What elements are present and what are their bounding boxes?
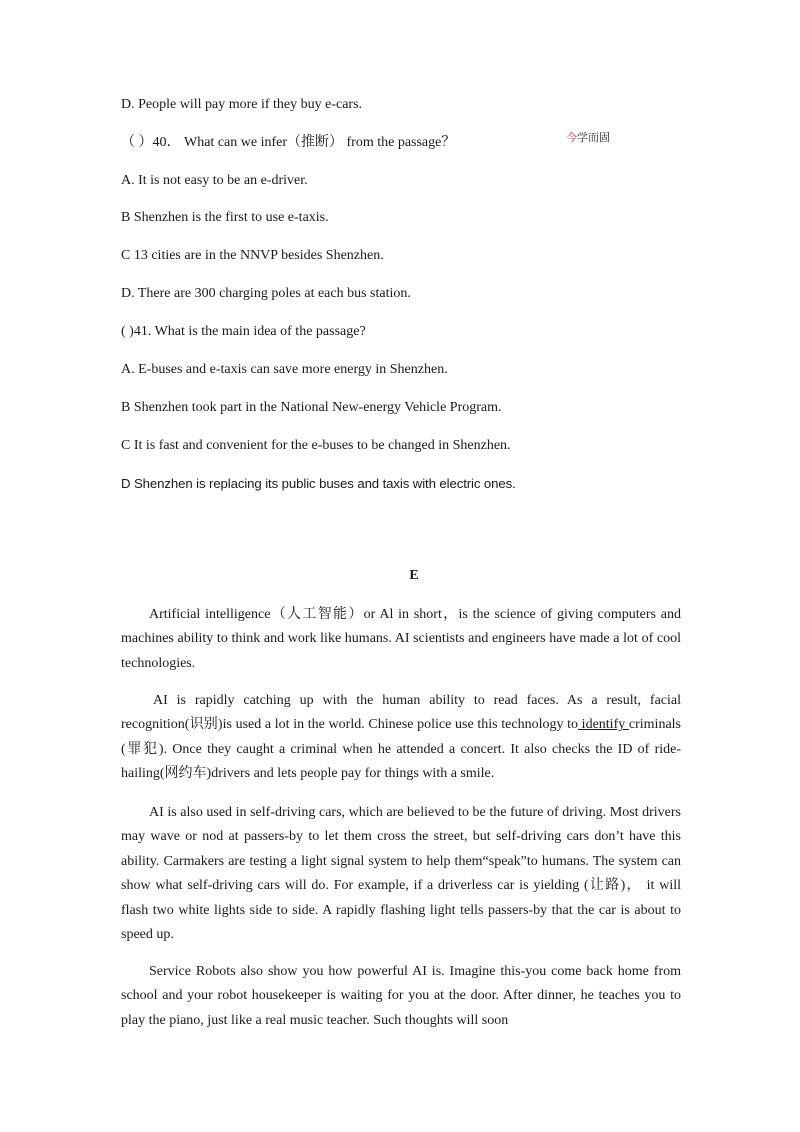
- passage-paragraph-3: [121, 801, 681, 947]
- underlined-word-identify: identify: [578, 717, 629, 733]
- section-title: E: [409, 568, 419, 583]
- q40-option-d: D. There are 300 charging poles at each bus station.: [121, 286, 411, 301]
- q40-stem: （ ）40． What can we infer（推断） from the passage？: [121, 135, 456, 150]
- passage-paragraph-4-text: Service Robots also show you how powerful AI is. Imagine this-you come back home from school and your robot housekeeper is waiting for you at the door. After dinner, he teaches you to play the piano, just like a real music teacher. Such thoughts will soon: [121, 964, 681, 1028]
- passage-paragraph-1-text: Artificial intelligence（人工智能）or Al in short，is the science of giving computers and machines ability to think and work like humans. AI scientists and engineers have made a lot of cool technologies.: [121, 607, 681, 671]
- q40-option-a: A. It is not easy to be an e-driver.: [121, 173, 308, 188]
- passage-paragraph-2-text-a: AI is rapidly catching up with the human ability to read faces. As a result, facial recognition(识别)is used a lot in the world. Chinese police use this technology to: [121, 693, 681, 733]
- q41-stem: ( )41. What is the main idea of the passage?: [121, 324, 366, 339]
- passage-paragraph-4: [121, 960, 681, 1033]
- q41-option-a: A. E-buses and e-taxis can save more energy in Shenzhen.: [121, 362, 448, 377]
- q39-option-d: D. People will pay more if they buy e-cars.: [121, 97, 363, 112]
- q41-option-d: D Shenzhen is replacing its public buses and taxis with electric ones.: [121, 476, 516, 491]
- q40-option-b: B Shenzhen is the first to use e-taxis.: [121, 210, 329, 225]
- passage-paragraph-3-text: AI is also used in self-driving cars, which are believed to be the future of driving. Most drivers may wave or nod at passers-by to let them cross the street, but self-driving cars don’t have this ability. Carmakers are testing a light signal system to help them“speak”to humans. The system can show what self-driving cars will do. For example, if a driverless car is yielding (让路)， it will flash two white lights side to side. A rapidly flashing light tells passers-by that the car is about to speed up.: [121, 805, 681, 943]
- q41-option-c: C It is fast and convenient for the e-buses to be changed in Shenzhen.: [121, 438, 511, 453]
- watermark-accent: 今: [566, 131, 577, 144]
- passage-paragraph-2: [121, 689, 681, 787]
- passage-paragraph-1: [121, 603, 681, 676]
- passage-paragraph-2-text-b: criminals (罪犯). Once they caught a criminal when he attended a concert. It also checks the ID of ride-hailing(网约车)drivers and lets people pay for things with a smile.: [121, 717, 682, 782]
- q41-option-b: B Shenzhen took part in the National New-energy Vehicle Program.: [121, 400, 502, 415]
- watermark-logo: [566, 129, 610, 145]
- q40-option-c: C 13 cities are in the NNVP besides Shenzhen.: [121, 248, 384, 263]
- watermark-text: 学而固: [577, 131, 610, 144]
